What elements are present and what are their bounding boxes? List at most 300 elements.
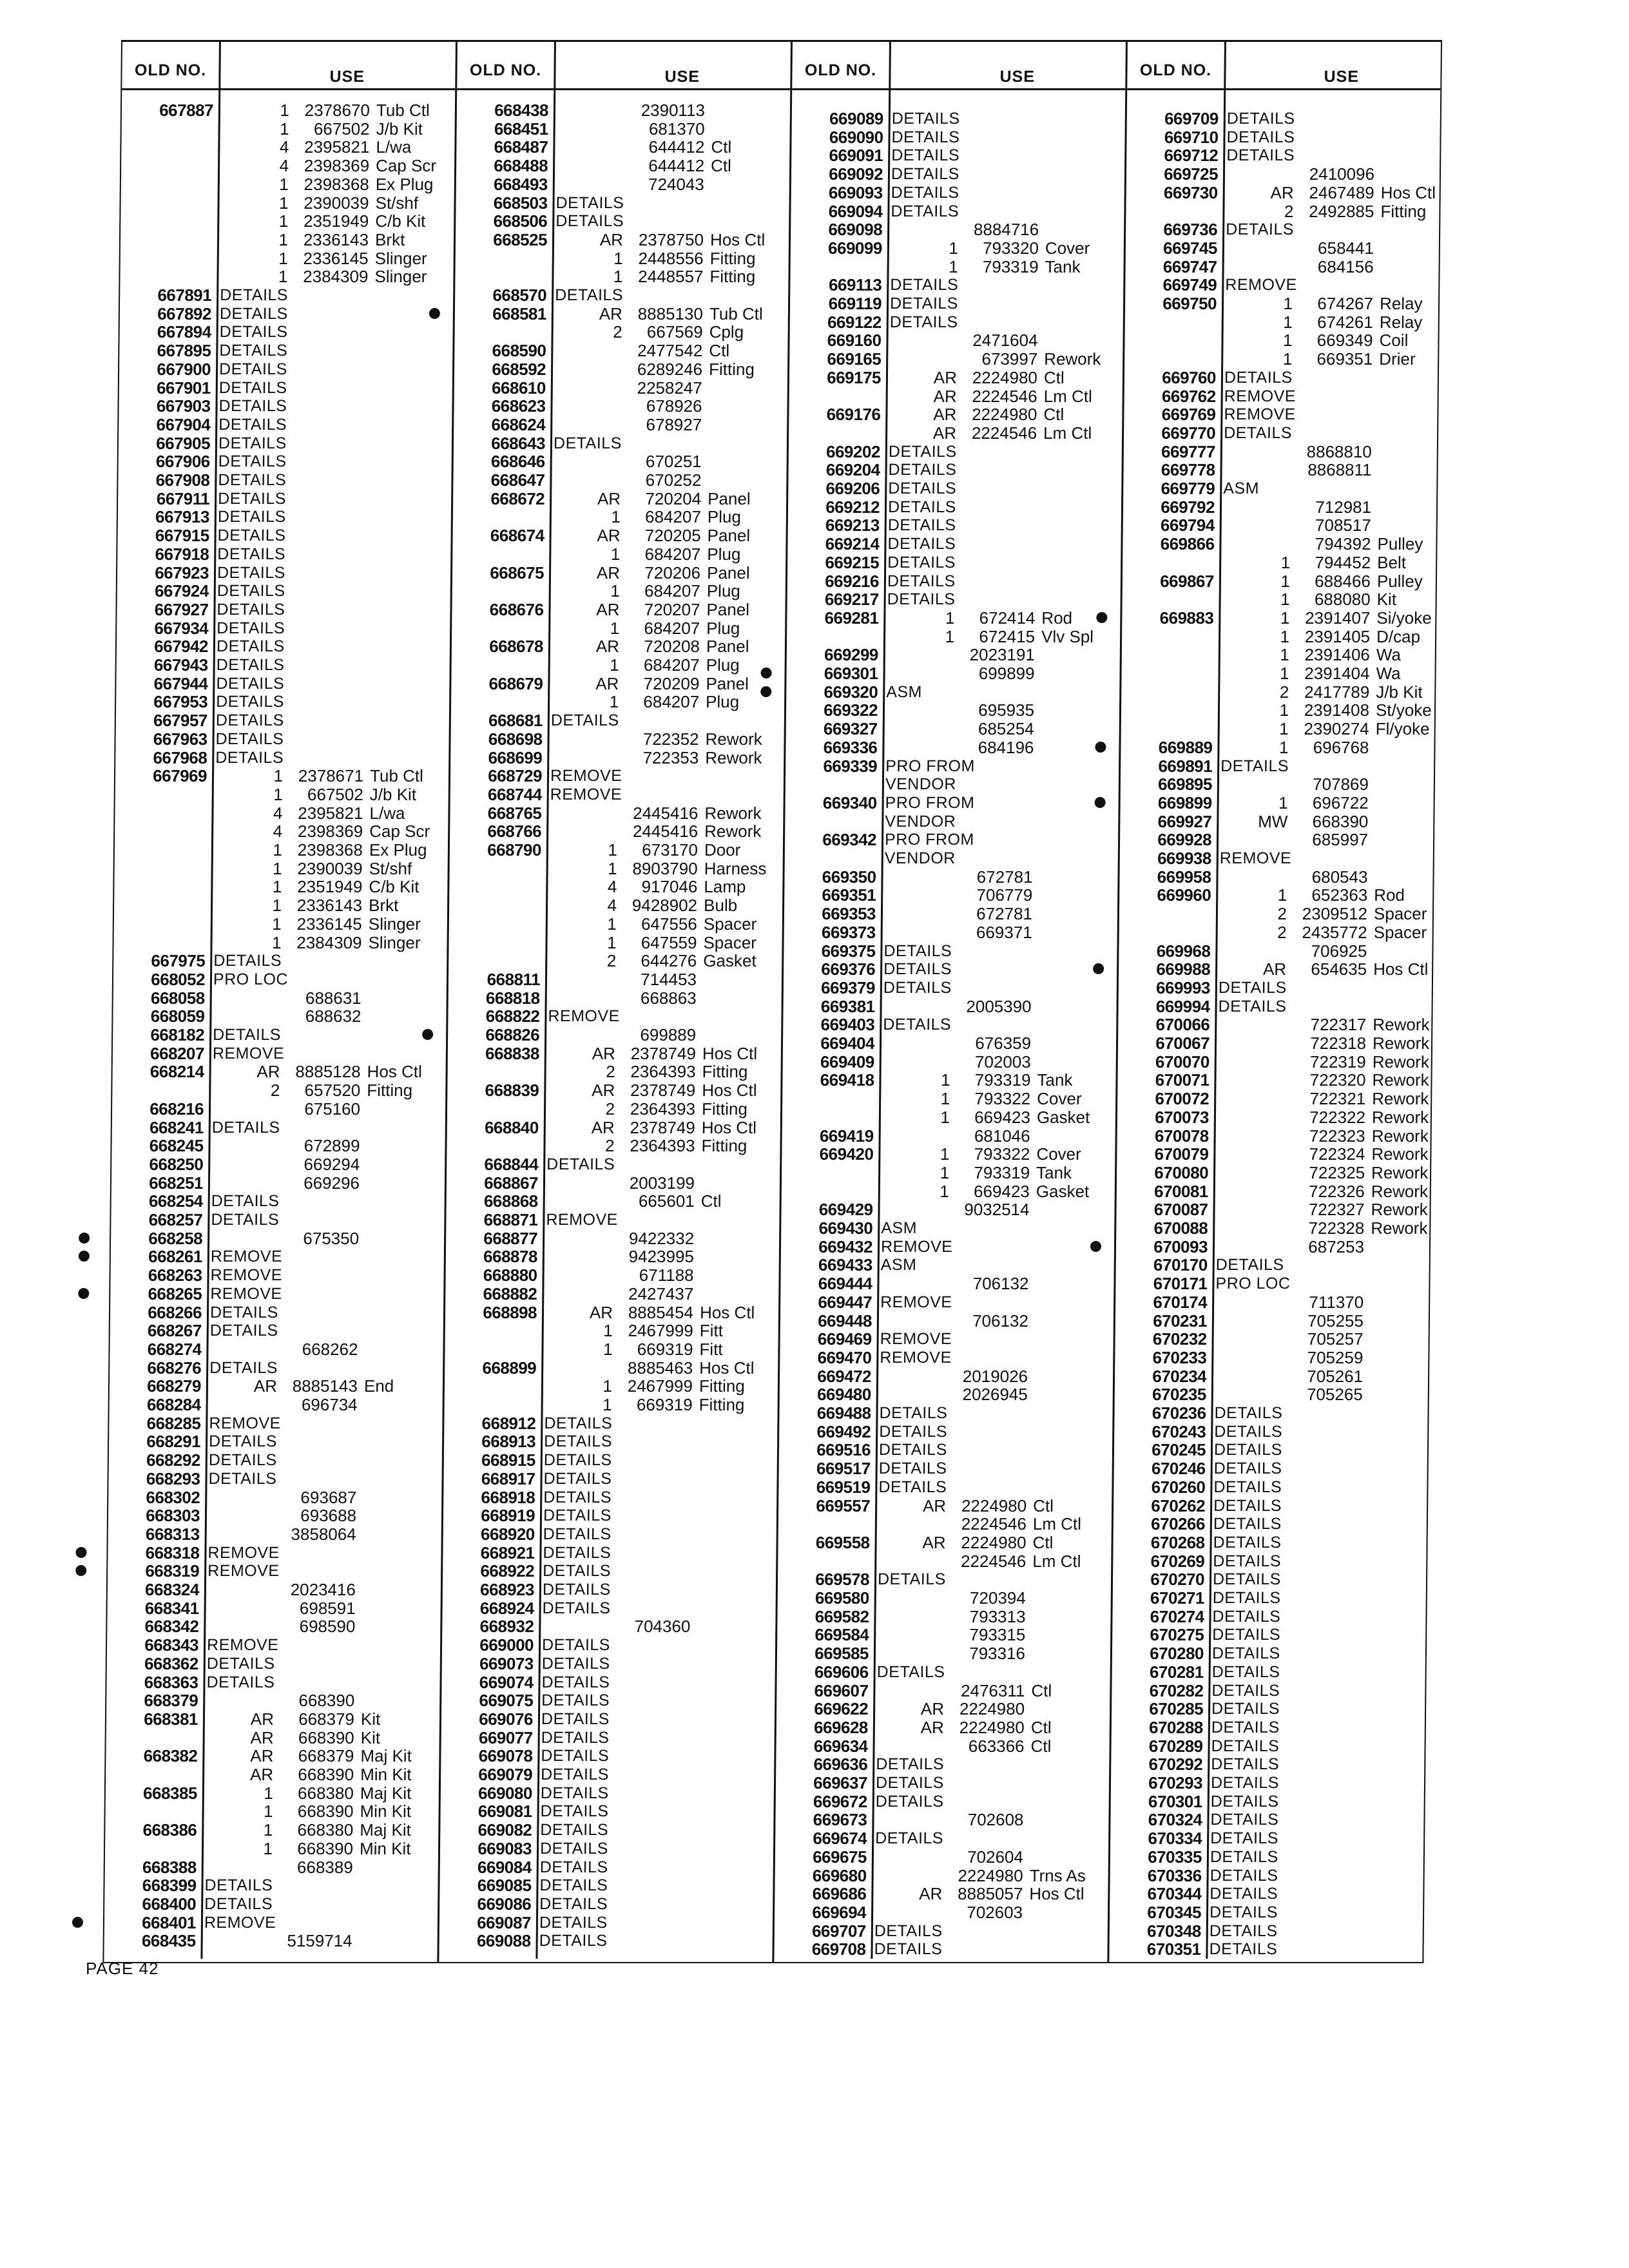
table-row [110,1377,443,1395]
part-number: 2391406 [1304,645,1370,665]
part-number: 8885128 [295,1062,361,1082]
part-number: 670252 [645,470,702,490]
table-row [790,258,1123,276]
old-number: 668388 [142,1857,197,1877]
status-label: DETAILS [215,711,284,730]
old-number: 668880 [483,1265,537,1285]
table-row [1112,1663,1425,1681]
part-number: 2492885 [1309,201,1374,221]
table-row [108,1506,441,1524]
status-label: DETAILS [1214,1404,1283,1422]
table-row [110,1359,443,1377]
part-number: 2378749 [630,1117,695,1137]
status-label: DETAILS [213,1026,282,1044]
bullet-marker-icon [760,686,771,697]
table-row [452,601,785,619]
part-description: L/wa [369,803,405,823]
part-number: 2224980 [959,1717,1025,1737]
table-row [117,545,450,563]
table-row [440,1840,773,1858]
old-no-header: OLD NO. [134,61,207,79]
table-row [108,1488,441,1506]
table-section-3 [774,42,1128,1962]
old-number: 670073 [1155,1107,1210,1127]
status-label: DETAILS [539,1858,608,1876]
table-row [1114,1459,1427,1477]
old-number: 668646 [490,452,545,472]
part-number: 793316 [969,1644,1026,1664]
table-row [786,757,1119,775]
old-number: 669674 [813,1829,867,1849]
quantity: 2 [613,322,622,342]
table-row [779,1441,1112,1459]
status-label: DETAILS [1213,1533,1282,1552]
part-number: 2471604 [972,331,1038,351]
table-row [115,822,448,840]
old-number: 668265 [148,1283,202,1303]
table-row [782,1127,1115,1145]
status-label: DETAILS [1212,1626,1281,1644]
old-number: 668867 [484,1173,539,1193]
old-number: 668918 [481,1487,535,1507]
part-number: 2378670 [304,101,371,120]
table-row [118,508,451,526]
old-number: 669379 [820,977,876,997]
part-number: 793319 [974,1162,1030,1182]
quantity: 1 [278,248,288,268]
part-description: Tub Ctl [709,303,763,323]
old-number: 669432 [818,1236,873,1256]
table-section-1 [104,42,458,1962]
table-row [440,1821,773,1839]
quantity: 1 [1280,626,1290,646]
part-number: 675160 [304,1099,361,1119]
table-row [447,1155,780,1173]
old-number: 668284 [146,1395,201,1414]
table-row [1126,239,1439,257]
table-row [112,1119,445,1137]
table-row [108,1525,441,1543]
part-number: 720394 [969,1588,1026,1608]
status-label: DETAILS [217,600,285,619]
old-number: 669202 [825,441,881,461]
status-label: PRO FROM [885,756,976,775]
part-number: 2476311 [960,1680,1025,1700]
part-description: Ctl [1032,1532,1054,1552]
part-number: 794392 [1315,534,1371,554]
part-number: 705265 [1306,1385,1363,1405]
quantity: 1 [940,1144,950,1164]
table-row [1116,1200,1429,1218]
quantity: 1 [613,248,623,268]
status-label: DETAILS [1210,1847,1278,1866]
table-row [121,175,454,193]
quantity: 1 [1283,294,1293,313]
old-number: 669480 [816,1385,871,1405]
old-number: 669299 [824,645,878,665]
part-number: 793319 [974,1070,1031,1090]
table-row [104,1895,438,1913]
quantity: 1 [272,914,282,934]
old-number: 668241 [149,1117,204,1137]
part-description: Lamp [704,877,746,897]
status-label: DETAILS [879,1422,948,1441]
table-row [441,1747,774,1765]
part-number: 2477542 [637,341,703,361]
part-number: 669351 [1316,349,1373,369]
part-number: 680543 [1311,867,1368,887]
old-number: 668766 [487,822,542,841]
status-label: DETAILS [218,489,287,508]
old-number: 668313 [145,1524,200,1544]
part-number: 684207 [643,692,700,712]
quantity: 2 [606,1062,615,1082]
status-label: DETAILS [883,978,952,997]
status-label: DETAILS [888,479,957,497]
old-number: 668915 [481,1450,535,1470]
part-description: Hos Ctl [702,1043,758,1063]
status-label: REMOVE [210,1266,283,1285]
part-number: 674261 [1316,312,1373,332]
part-description: J/b Kit [369,784,417,804]
part-number: 667569 [646,322,703,342]
table-row [1121,757,1434,775]
quantity: 2 [1279,682,1289,702]
table-row [786,794,1119,812]
status-label: DETAILS [215,748,284,767]
old-number: 670087 [1153,1200,1208,1220]
old-number: 669327 [823,719,878,739]
status-label: DETAILS [878,1459,947,1478]
part-description: Panel [707,526,751,546]
part-description: Ctl [710,156,732,176]
part-description: Maj Kit [360,1783,412,1803]
part-number: 722324 [1309,1144,1365,1164]
quantity: 1 [272,877,282,897]
quantity: 1 [940,1107,950,1127]
old-number: 669938 [1157,849,1211,868]
part-number: 722318 [1310,1033,1367,1053]
status-label: DETAILS [218,415,287,434]
old-number: 669217 [824,590,879,610]
table-row [443,1544,776,1562]
part-description: Min Kit [360,1802,412,1821]
quantity: 1 [610,618,620,638]
table-row [1112,1644,1425,1662]
part-number: 663366 [968,1736,1025,1756]
old-number: 670335 [1148,1847,1202,1867]
part-number: 678926 [646,396,702,416]
table-row [1123,590,1436,608]
old-number: 669433 [818,1255,872,1275]
status-label: REMOVE [1224,405,1296,424]
status-label: DETAILS [1211,1736,1280,1755]
old-number: 667887 [159,101,214,120]
part-description: Cover [1037,1089,1082,1109]
table-row [114,896,447,914]
quantity: AR [253,1376,278,1396]
table-row [110,1303,443,1321]
old-number: 669488 [816,1403,871,1423]
status-label: DETAILS [217,508,286,526]
part-number: 2023416 [290,1580,356,1599]
old-number: 668679 [488,673,543,693]
part-number: 668390 [297,1802,354,1821]
old-number: 670334 [1148,1829,1202,1849]
old-number: 669430 [818,1218,873,1238]
part-description: End [363,1376,394,1396]
old-number: 670171 [1153,1274,1208,1294]
old-number: 669322 [824,700,878,720]
part-description: Brkt [374,229,405,249]
table-row [1117,1164,1430,1182]
table-row [442,1636,775,1654]
old-number: 668590 [492,341,546,361]
quantity: 1 [278,229,289,249]
old-number: 669080 [477,1783,533,1803]
status-label: DETAILS [887,553,956,572]
old-number: 667900 [157,359,211,379]
table-row [112,1062,445,1081]
old-number: 669340 [822,793,877,812]
part-number: 668390 [297,1838,354,1858]
part-number: 9422332 [628,1228,695,1248]
part-description: Slinger [368,932,421,952]
status-label: DETAILS [553,434,622,452]
old-number: 669866 [1160,534,1215,554]
quantity: AR [596,562,621,582]
old-number: 670170 [1153,1255,1208,1275]
part-number: 2391405 [1304,626,1371,646]
table-row [455,305,788,323]
quantity: AR [597,488,621,508]
quantity: AR [592,1043,616,1063]
status-label: DETAILS [890,276,959,294]
old-number: 667968 [153,747,207,767]
old-number: 669725 [1164,164,1219,184]
table-row [1119,868,1432,886]
old-number: 668318 [145,1542,200,1562]
table-row [450,785,784,803]
quantity: 1 [1283,312,1293,332]
status-label: PRO FROM [885,793,975,812]
part-number: 668379 [298,1746,354,1766]
status-label: DETAILS [1211,1755,1280,1774]
table-row [450,822,783,840]
old-number: 669000 [479,1635,534,1655]
table-row [117,582,450,600]
table-row [454,434,787,452]
table-row [1113,1497,1427,1515]
part-number: 2224980 [959,1699,1025,1719]
part-description: Fitting [702,1062,748,1082]
table-row [106,1691,439,1709]
status-label: DETAILS [541,1691,610,1710]
part-number: 2224980 [958,1865,1023,1885]
table-row [1115,1274,1429,1293]
old-number: 669778 [1161,460,1215,480]
table-row [445,1340,778,1358]
old-number: 669073 [479,1653,534,1673]
old-number: 667904 [156,414,211,434]
part-description: Hos Ctl [699,1302,755,1322]
old-number: 669891 [1158,756,1213,776]
table-row [452,526,786,544]
quantity: AR [922,1532,946,1552]
table-row [120,194,454,212]
part-number: 720207 [644,599,700,619]
bullet-marker-icon [1090,1241,1101,1252]
old-number: 668493 [493,174,548,194]
old-number: 668506 [493,211,548,231]
old-number: 669607 [814,1680,869,1700]
table-row [1126,220,1439,238]
table-row [448,1044,781,1062]
part-description: D/cap [1376,626,1421,646]
table-row [115,841,448,859]
status-label: REMOVE [204,1913,276,1932]
part-number: 670251 [645,452,702,472]
part-number: 724043 [648,174,704,194]
old-number: 668488 [494,156,548,176]
old-number: 670275 [1150,1625,1204,1645]
old-number: 669637 [813,1773,868,1792]
part-description: J/b Kit [376,119,423,139]
old-number: 669089 [829,109,883,128]
table-row [791,146,1124,164]
table-row [456,157,789,175]
old-number: 669444 [818,1274,872,1294]
part-description: Rework [705,729,762,749]
part-description: Cover [1045,238,1090,258]
quantity: 1 [1280,571,1291,591]
old-number: 667943 [153,655,208,675]
quantity: AR [597,526,621,546]
table-row [1111,1774,1424,1792]
table-row [776,1792,1109,1811]
old-number: 667903 [156,396,211,416]
old-number: 668681 [488,711,543,731]
table-row [787,646,1120,664]
table-row [1125,294,1438,312]
table-row [451,693,784,711]
part-description: Drier [1379,349,1416,369]
old-number: 669353 [822,904,876,924]
status-label: DETAILS [539,1894,608,1913]
part-description: Gasket [1036,1107,1090,1127]
table-row [447,1081,780,1099]
status-label: DETAILS [889,312,958,331]
old-number: 667963 [153,729,207,749]
table-row [441,1784,774,1802]
part-number: 8884716 [973,220,1039,240]
part-description: Fitt [699,1321,724,1341]
old-number: 668400 [142,1894,197,1914]
status-label: DETAILS [216,656,285,674]
part-number: 705261 [1307,1366,1364,1386]
table-row [788,498,1121,516]
part-number: 2023191 [969,645,1035,665]
table-row [1110,1903,1423,1921]
status-label: DETAILS [878,1441,947,1459]
part-description: Ctl [1031,1680,1052,1700]
table-row [1126,146,1440,164]
quantity: AR [589,1302,613,1322]
old-number: 670243 [1152,1421,1206,1441]
quantity: AR [932,423,957,443]
table-row [448,952,782,970]
table-row [452,582,786,600]
table-row [443,1506,776,1524]
status-label: DETAILS [1226,146,1295,165]
table-row [780,1293,1113,1311]
table-row [109,1451,442,1469]
use-header: USE [1324,68,1360,86]
part-number: 2391404 [1304,664,1370,683]
table-row [112,1100,445,1118]
old-number: 669707 [811,1921,866,1941]
old-number: 668059 [150,1006,205,1026]
table-row [1125,313,1438,331]
old-number: 668923 [480,1580,535,1599]
old-number: 669093 [828,182,883,202]
bullet-marker-icon [75,1565,86,1576]
parts-cross-reference-table [102,40,1442,1963]
status-label: DETAILS [541,1654,610,1673]
old-number: 668674 [490,526,545,546]
old-number: 669889 [1158,737,1213,757]
status-label: DETAILS [883,960,952,979]
quantity: 1 [273,858,282,878]
status-label: PRO LOC [1215,1274,1291,1293]
table-row [118,471,451,489]
status-label: DETAILS [541,1747,610,1765]
status-label: DETAILS [213,952,282,970]
old-number: 669557 [816,1495,871,1515]
part-number: 720209 [643,673,700,693]
part-description: Rework [1371,1162,1429,1182]
status-label: DETAILS [1213,1496,1282,1515]
old-number: 670071 [1155,1070,1210,1090]
part-number: 672781 [976,867,1033,887]
part-description: Plug [706,581,740,601]
table-row [1127,110,1440,128]
table-row [777,1626,1110,1644]
old-number: 668624 [491,414,546,434]
table-row [782,1145,1115,1163]
table-row [1119,979,1432,997]
quantity: AR [250,1746,274,1766]
part-description: C/b Kit [369,877,419,897]
quantity: 1 [263,1838,273,1858]
table-row [443,1562,776,1580]
old-number: 669517 [816,1459,871,1479]
old-number: 669988 [1156,959,1211,979]
table-row [786,775,1119,793]
table-row [780,1330,1113,1348]
part-description: Hos Ctl [699,1358,755,1378]
table-row [1115,1385,1428,1403]
part-description: Rework [1372,1052,1430,1072]
part-number: 704360 [634,1617,691,1637]
part-description: Rework [1371,1200,1428,1220]
status-label: DETAILS [216,637,285,656]
old-number: 668385 [142,1783,198,1803]
status-label: DETAILS [541,1728,610,1747]
old-number: 668592 [492,359,546,379]
table-row [1118,1015,1431,1033]
status-label: DETAILS [218,452,287,471]
